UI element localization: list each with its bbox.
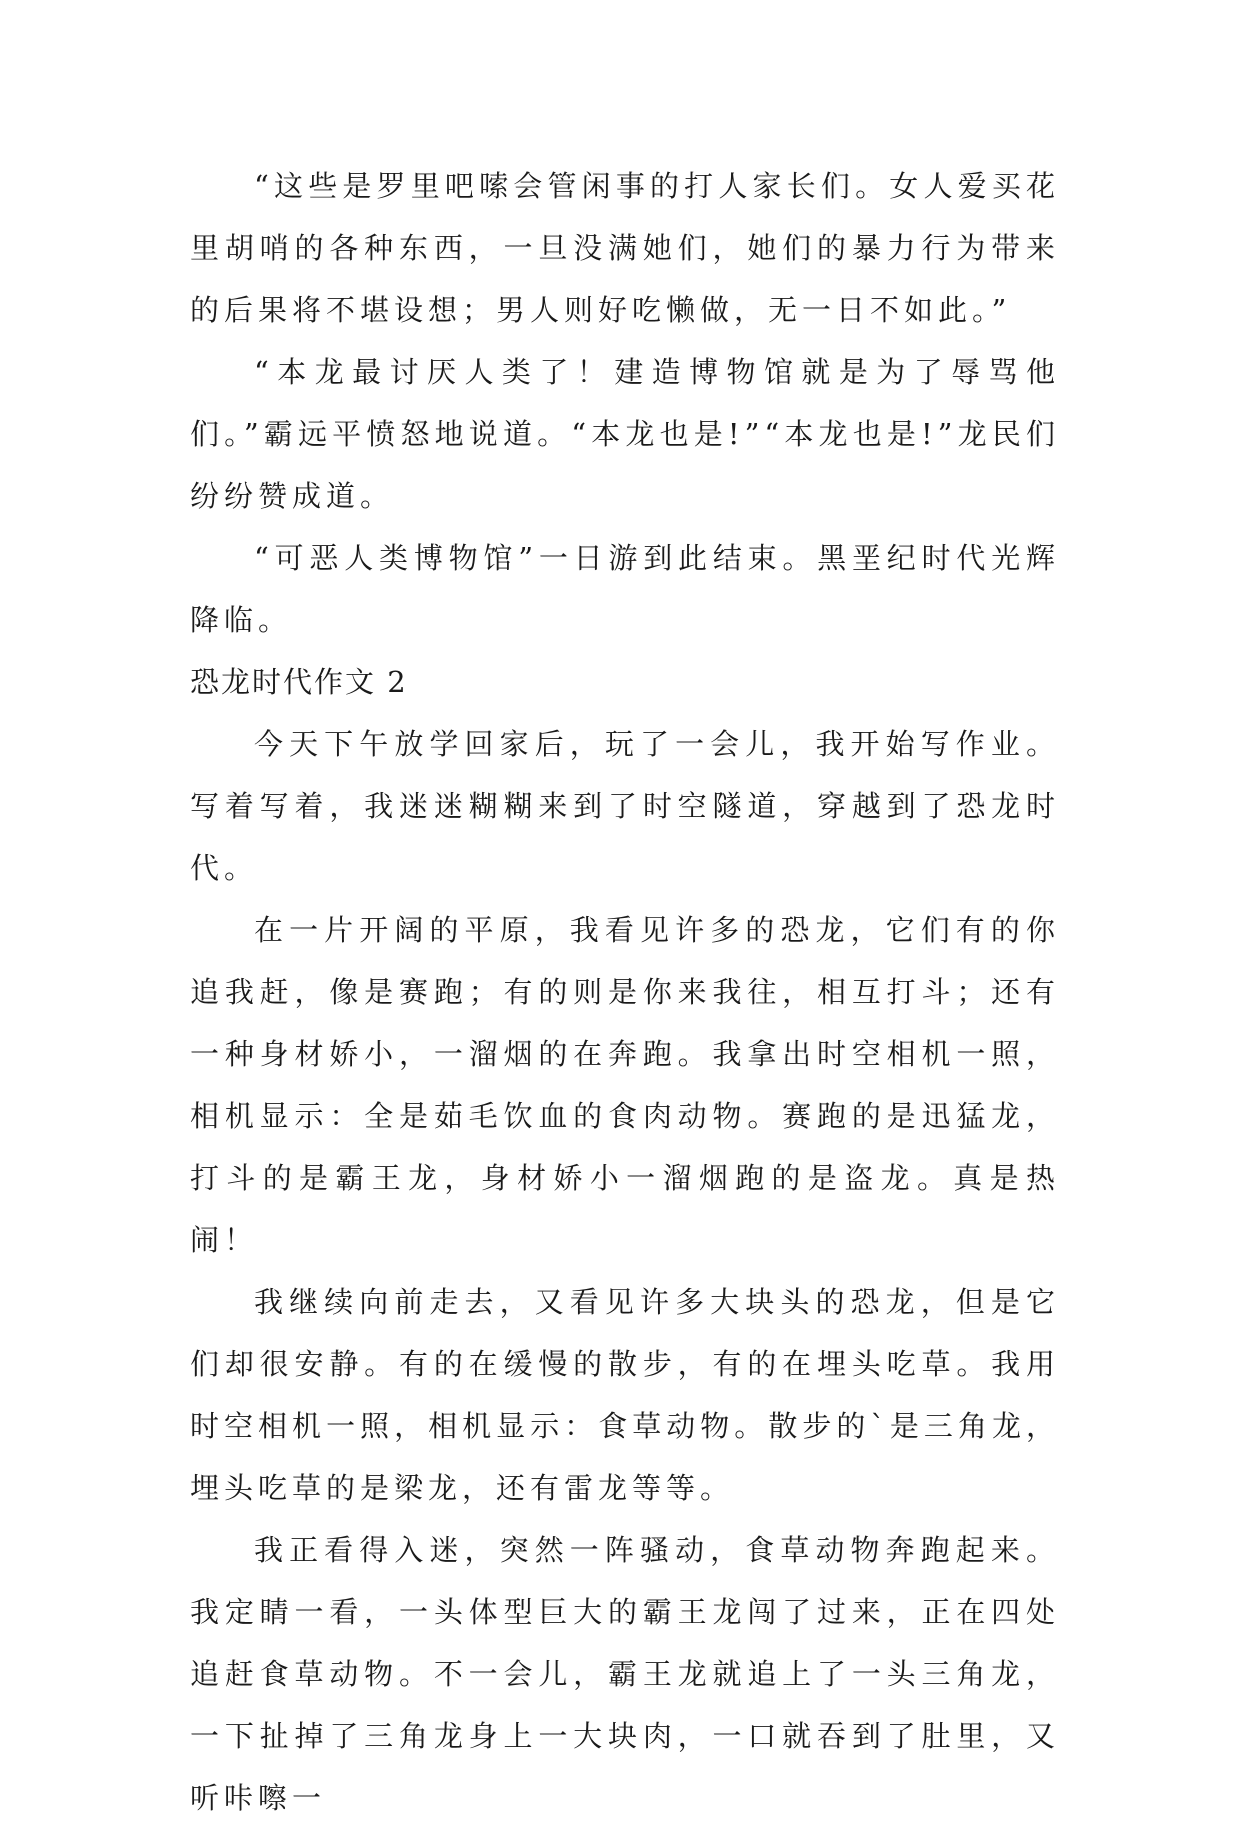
paragraph-1: “这些是罗里吧嗦会管闲事的打人家长们。女人爱买花里胡哨的各种东西，一旦没满她们，她们的暴力行为带来的后果将不堪设想；男人则好吃懒做，无一日不如此。” [190, 169, 1060, 327]
paragraph-5: 在一片开阔的平原，我看见许多的恐龙，它们有的你追我赶，像是赛跑；有的则是你来我往，相互打斗；还有一种身材娇小，一溜烟的在奔跑。我拿出时空相机一照，相机显示：全是茹毛饮血的食肉动物。赛跑的是迅猛龙，打斗的是霸王龙，身材娇小一溜烟跑的是盗龙。真是热闹！ [190, 913, 1060, 1257]
paragraph-6: 我继续向前走去，又看见许多大块头的恐龙，但是它们却很安静。有的在缓慢的散步，有的在埋头吃草。我用时空相机一照，相机显示：食草动物。散步的`是三角龙，埋头吃草的是梁龙，还有雷龙等等。 [190, 1285, 1060, 1505]
document-body [190, 155, 1060, 1829]
paragraph-3: “可恶人类博物馆”一日游到此结束。黑垩纪时代光辉降临。 [190, 541, 1060, 637]
paragraph-2: “本龙最讨厌人类了！建造博物馆就是为了辱骂他们。”霸远平愤怒地说道。“本龙也是!”“本龙也是!”龙民们纷纷赞成道。 [190, 355, 1060, 513]
paragraph-4: 今天下午放学回家后，玩了一会儿，我开始写作业。写着写着，我迷迷糊糊来到了时空隧道，穿越到了恐龙时代。 [190, 727, 1060, 885]
section-heading: 恐龙时代作文 2 [190, 665, 408, 699]
paragraph-7: 我正看得入迷，突然一阵骚动，食草动物奔跑起来。我定睛一看，一头体型巨大的霸王龙闯了过来，正在四处追赶食草动物。不一会儿，霸王龙就追上了一头三角龙，一下扯掉了三角龙身上一大块肉，一口就吞到了肚里，又听咔嚓一 [190, 1533, 1060, 1815]
